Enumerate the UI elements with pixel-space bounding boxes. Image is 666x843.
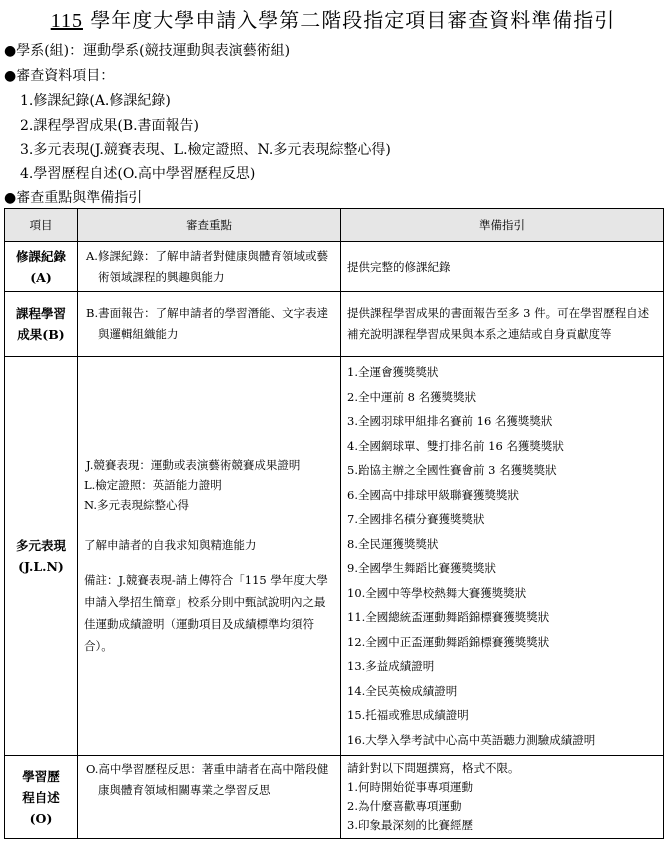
table-row: 多元表現 (J.L.N) J.競賽表現：運動或表演藝術競賽成果證明 L.檢定證照：英語能力證明 N.多元表現綜整心得 了解申請者的自我求知與精進能力 備註：J.競賽表現-請上傳符合「115 學年度大學申請入學招生簡章」校系分則中甄試說明內之最佳運動成績證明（運動項目及成績標準均須符合）。 1.全運會獲獎獎狀 2.全中運前 8 名獲獎獎狀 3.全國羽球甲組排名賽前 16 名獲獎獎狀 4.全國網球單、雙打排名前 16 名獲獎獎狀 5.跆協主辦之全國性賽會前 3 名獲獎獎狀 6.全國高中排球甲級聯賽獲獎獎狀 7.全國排名積分賽獲獎獎狀 8.全民運獲獎獎狀 9.全國學生舞蹈比賽獲獎獎狀 10.全國中等學校熱舞大賽獲獎獎狀 11.全國總統盃運動舞蹈錦標賽獲獎獎狀 12.全國中正盃運動舞蹈錦標賽獲獎獎狀 13.多益成績證明 14.全民英檢成績證明 15.托福或雅思成績證明 16.大學入學考試中心高中英語聽力測驗成績證明 [5,357,664,756]
list-item: 11.全國總統盃運動舞蹈錦標賽獲獎獎狀 [347,610,550,624]
list-item: 4.全國網球單、雙打排名前 16 名獲獎獎狀 [347,438,564,453]
department: ●學系(組)：運動學系(競技運動與表演藝術組) [4,43,291,59]
table-row: 學習歷 程自述 (O) O.高中學習歷程反思：著重申請者在高中階段健康與體育領域相關專業之學習反思 請針對以下問題撰寫，格式不限。 1.何時開始從事專項運動 2.為什麼喜歡專項運動 3.印象最深刻的比賽經歷 [5,756,664,839]
list-item: 1.修課紀錄(A.修課紀錄) [20,93,171,109]
review-table [4,208,664,839]
list-item: 13.多益成績證明 [347,659,435,673]
list-item: 4.學習歷程自述(O.高中學習歷程反思) [20,166,256,182]
list-item: 9.全國學生舞蹈比賽獲獎獎狀 [347,561,496,575]
page-title: 115 學年度大學申請入學第二階段指定項目審查資料準備指引 [50,8,616,32]
list-item: 3.多元表現(J.競賽表現、L.檢定證照、N.多元表現綜整心得) [20,142,391,158]
items-heading: ●審查資料項目： [4,68,115,84]
list-item: 16.大學入學考試中心高中英語聽力測驗成績證明 [347,732,596,747]
table-header: 項目 審查重點 準備指引 [5,209,664,242]
table-row: 課程學習 成果(B) B.書面報告：了解申請者的學習潛能、文字表達與邏輯組織能力 提供課程學習成果的書面報告至多 3 件。可在學習歷程自述補充說明課程學習成果與本系之連結或自身貢獻度等 [5,292,664,357]
list-item: 1.全運會獲獎獎狀 [347,365,439,379]
list-item: 7.全國排名積分賽獲獎獎狀 [347,512,485,526]
list-item: 5.跆協主辦之全國性賽會前 3 名獲獎獎狀 [347,463,557,477]
list-item: 2.全中運前 8 名獲獎獎狀 [347,389,477,404]
list-item: 6.全國高中排球甲級聯賽獲獎獎狀 [347,487,519,502]
list-item: 15.托福或雅思成績證明 [347,708,469,722]
table-row: 修課紀錄 (A) A.修課紀錄：了解申請者對健康與體育領域或藝術領域課程的興趣與能力 提供完整的修課紀錄 [5,242,664,292]
list-item: 3.全國羽球甲組排名賽前 16 名獲獎獎狀 [347,414,553,428]
list-item: 2.課程學習成果(B.書面報告) [20,118,200,134]
list-item: 12.全國中正盃運動舞蹈錦標賽獲獎獎狀 [347,634,550,649]
list-item: 10.全國中等學校熱舞大賽獲獎獎狀 [347,585,527,600]
guide-heading: ●審查重點與準備指引 [4,190,143,206]
list-item: 14.全民英檢成績證明 [347,683,458,698]
list-item: 8.全民運獲獎獎狀 [347,536,439,551]
